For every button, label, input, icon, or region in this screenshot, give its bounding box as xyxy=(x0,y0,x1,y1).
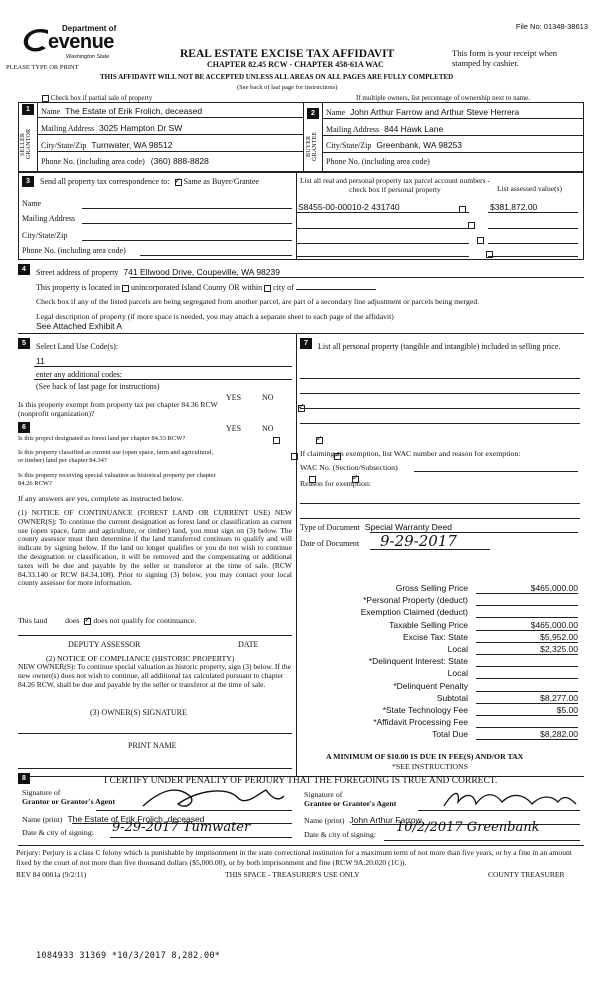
s5-no: NO xyxy=(262,393,274,402)
s5-see-back: (See back of last page for instructions) xyxy=(36,382,160,391)
calc-value[interactable]: $5.00 xyxy=(476,705,578,716)
perjury-notice: Perjury: Perjury is a class C felony which is punishable by imprisonment in the state correctional institution for a maximum term of not more than five years, or by a fine in an amount fixed by the court of not more than five thousand dollars ($5,000.00), or by both imprisonment and fine (RCW 9A.20.020 (1C)). xyxy=(16,848,572,867)
calc-label: Gross Selling Price xyxy=(395,583,468,593)
seller-name-row: Name The Estate of Erik Frolich, deceased xyxy=(41,106,203,116)
grantor-date-row: Date & city of signing: xyxy=(22,828,94,837)
seller-name[interactable]: The Estate of Erik Frolich, deceased xyxy=(65,106,203,116)
deputy-assessor: DEPUTY ASSESSOR xyxy=(68,640,141,649)
logo-word: evenue xyxy=(48,31,114,53)
buyer-name[interactable]: John Arthur Farrow and Arthur Steve Herrera xyxy=(350,107,520,117)
current-use-yes-checkbox[interactable] xyxy=(291,453,298,460)
calc-value[interactable] xyxy=(476,607,578,618)
exempt-question: Is this property exempt from property tax per chapter 84.36 RCW (nonprofit organization)? xyxy=(18,400,218,418)
logo-state: Washington State xyxy=(66,54,110,60)
grantee-sig-label: Signature of Grantee or Grantee's Agent xyxy=(304,790,397,808)
calc-label: Excise Tax: State xyxy=(402,631,468,642)
doc-date-label: Date of Document xyxy=(300,539,360,548)
logo-dept: Department of xyxy=(62,24,117,33)
any-yes-note: If any answers are yes, complete as instructed below. xyxy=(18,494,184,503)
calc-label: Exemption Claimed (deduct) xyxy=(360,607,468,618)
partial-sale: Check box if partial sale of property xyxy=(42,94,152,102)
partial-sale-checkbox[interactable] xyxy=(42,95,49,102)
receipt-note: This form is your receipt when stamped by cashier. xyxy=(452,48,558,68)
grantee-date-city[interactable]: 10/2/2017 Greenbank xyxy=(396,820,540,835)
seller-phone-row: Phone No. (including area code) (360) 888-8828 xyxy=(41,156,209,166)
assessed-value[interactable]: $381,872.00 xyxy=(490,202,538,212)
revenue-logo xyxy=(14,22,124,64)
please-type: PLEASE TYPE OR PRINT xyxy=(6,64,79,71)
unincorporated-checkbox[interactable] xyxy=(122,285,129,292)
city-checkbox[interactable] xyxy=(264,285,271,292)
calc-label: Local xyxy=(447,668,468,679)
buyer-name-row: Name John Arthur Farrow and Arthur Steve Herrera xyxy=(326,107,520,117)
buyer-phone-row: Phone No. (including area code) xyxy=(326,157,430,166)
calc-value[interactable]: $465,000.00 xyxy=(476,583,578,594)
seller-side-label: SELLER GRANTOR xyxy=(20,128,32,160)
section-2-badge: 2 xyxy=(307,108,319,119)
forest-no-checkbox[interactable] xyxy=(316,437,323,444)
calc-value[interactable] xyxy=(476,595,578,606)
personal-property-checkbox-4[interactable] xyxy=(486,251,493,258)
grantor-print-name[interactable]: The Estate of Erik Frolich, deceased xyxy=(67,814,205,824)
calc-value[interactable]: $5,952.00 xyxy=(476,632,578,643)
land-use-code[interactable]: 11 xyxy=(36,356,45,366)
s6-yes: YES xyxy=(226,424,242,433)
doc-type[interactable]: Special Warranty Deed xyxy=(364,522,452,532)
print-name: PRINT NAME xyxy=(128,741,177,750)
legal-desc-label: Legal description of property (if more space is needed, you may attach a separate sheet to each page of the affidavit) xyxy=(36,312,394,321)
exemption-label: If claiming an exemption, list WAC number and reason for exemption: xyxy=(300,449,521,458)
send-correspondence: Send all property tax correspondence to: ✓ Same as Buyer/Grantee xyxy=(40,177,259,186)
owner-signature: (3) OWNER(S) SIGNATURE xyxy=(90,708,187,717)
current-use-question: Is this property classified as current use (open space, farm and agricultural, or timber) land per chapter 84.34? xyxy=(18,449,214,464)
notice-continuance: (1) NOTICE OF CONTINUANCE (FOREST LAND OR CURRENT USE) NEW OWNER(S): To continue the current designation as forest land or classification as current use (open space, farm and agriculture, or timber) land, you must sign on (3) below. The county assessor must then determine if the land transferred continues to qualify and will indicate by signing below. If the land no longer qualifies or you do not wish to continue the designation or classification, it will be removed and the compensating or additional taxes will be due and payable by the seller or transferor at the time of sale. (RCW 84.33.140 or RCW 84.34.108). Prior to signing (3) below, you may contact your local county assessor for more information. xyxy=(18,508,292,588)
calc-value[interactable]: $8,282.00 xyxy=(476,729,578,740)
s3-phone-label: Phone No. (including area code) xyxy=(22,246,126,255)
calc-label: *Personal Property (deduct) xyxy=(363,595,468,606)
section-5-badge: 5 xyxy=(18,338,30,349)
calc-value[interactable] xyxy=(476,681,578,692)
section-3-badge: 3 xyxy=(22,176,34,187)
buyer-city[interactable]: Greenbank, WA 98253 xyxy=(376,140,463,150)
land-use-label: Select Land Use Code(s): xyxy=(36,342,118,351)
seller-city[interactable]: Turnwater, WA 98512 xyxy=(91,140,173,150)
street-address[interactable]: 741 Ellwood Drive, Coupeville, WA 98239 xyxy=(123,267,280,277)
located-row: This property is located in unincorporated Island County OR within city of xyxy=(36,283,376,292)
seller-city-row: City/State/Zip Turnwater, WA 98512 xyxy=(41,140,173,150)
s3-name-label: Name xyxy=(22,199,42,208)
calc-label: Local xyxy=(447,644,468,654)
wac-label: WAC No. (Section/Subsection) xyxy=(300,463,398,472)
grantee-date-row: Date & city of signing: xyxy=(304,830,376,839)
grantee-print-name[interactable]: John Arthur Farrow xyxy=(349,815,422,825)
warning-text: THIS AFFIDAVIT WILL NOT BE ACCEPTED UNLESS ALL AREAS ON ALL PAGES ARE FULLY COMPLETED xyxy=(100,73,454,81)
grantor-date-city[interactable]: 9-29-2017 Tumwater xyxy=(112,820,251,835)
grantor-signature[interactable] xyxy=(138,784,288,812)
grantee-name-row: Name (print) John Arthur Farrow xyxy=(304,815,422,825)
legal-description[interactable]: See Attached Exhibit A xyxy=(36,321,123,331)
calc-label: *Delinquent Penalty xyxy=(393,680,468,691)
notice-compliance: NEW OWNER(S): To continue special valuation as historic property, sign (3) below. If the new owner(s) does not wish to continue, all additional tax calculated pursuant to chapter 84.26 RCW, shall be due and payable by the seller or transferor at the time of sale. xyxy=(18,662,291,689)
s6-no: NO xyxy=(262,424,274,433)
section-6-badge: 6 xyxy=(18,422,30,433)
personal-property-checkbox-2[interactable] xyxy=(468,222,475,229)
calc-value[interactable] xyxy=(476,668,578,679)
doc-type-row: Type of Document Special Warranty Deed xyxy=(300,522,452,532)
minimum-due: A MINIMUM OF $10.00 IS DUE IN FEE(S) AND/OR TAX xyxy=(326,752,524,761)
continuance-row: This land does ✓ does not qualify for continuance. xyxy=(18,616,196,625)
multi-owner-note: If multiple owners, list percentage of ownership next to name. xyxy=(356,94,530,102)
same-as-buyer-checkbox[interactable] xyxy=(175,179,182,186)
s3-addr-label: Mailing Address xyxy=(22,214,76,223)
s5-yes: YES xyxy=(226,393,242,402)
assessed-label: List assessed value(s) xyxy=(497,184,562,193)
grantor-sig-label: Signature of Grantor or Grantor's Agent xyxy=(22,788,116,806)
forest-question: Is this project designated as forest land per chapter 84.33 RCW? xyxy=(18,435,186,442)
parcel-list-label: List all real and personal property tax parcel account numbers - check box if personal property xyxy=(300,176,490,194)
buyer-address[interactable]: 844 Hawk Lane xyxy=(384,124,444,134)
personal-property-label: List all personal property (tangible and intangible) included in selling price. xyxy=(318,342,561,351)
calc-value[interactable] xyxy=(476,717,578,728)
calc-label: Taxable Selling Price xyxy=(389,619,468,630)
historic-question: Is this property receiving special valuation as historical property per chapter 84.26 RCW? xyxy=(18,472,216,487)
personal-property-checkbox-1[interactable] xyxy=(459,206,466,213)
receipt-stamp: 1084933 31369 *10/3/2017 8,282.00* xyxy=(36,951,221,961)
footer-rev: REV 84 0001a (9/2/11) xyxy=(16,870,87,879)
section-7-badge: 7 xyxy=(300,338,312,349)
calc-label: *State Technology Fee xyxy=(382,705,468,715)
form-title: REAL ESTATE EXCISE TAX AFFIDAVIT xyxy=(180,48,395,60)
additional-codes: enter any additional codes: xyxy=(36,370,122,379)
buyer-addr-row: Mailing Address 844 Hawk Lane xyxy=(326,124,444,134)
seller-address[interactable]: 3025 Hampton Dr SW xyxy=(99,123,183,133)
section-1-badge: 1 xyxy=(22,104,34,115)
notice-compliance-title: (2) NOTICE OF COMPLIANCE (HISTORIC PROPERTY) xyxy=(46,654,235,663)
forest-yes-checkbox[interactable] xyxy=(273,437,280,444)
personal-property-checkbox-3[interactable] xyxy=(477,237,484,244)
street-address-row: Street address of property 741 Ellwood Drive, Coupeville, WA 98239 xyxy=(36,267,280,277)
section-4-badge: 4 xyxy=(18,264,30,275)
buyer-city-row: City/State/Zip Greenbank, WA 98253 xyxy=(326,140,463,150)
buyer-side-label: BUYER GRANTEE xyxy=(306,131,318,161)
calc-value[interactable]: $8,277.00 xyxy=(476,693,578,704)
footer-county: COUNTY TREASURER xyxy=(488,870,565,879)
seller-addr-row: Mailing Address 3025 Hampton Dr SW xyxy=(41,123,183,133)
file-number: File No: 01348-38613 xyxy=(515,22,588,31)
calc-value[interactable] xyxy=(476,656,578,667)
reason-label: Reason for exemption: xyxy=(300,479,372,488)
deputy-date: DATE xyxy=(238,640,259,649)
see-back-header: (See back of last page for instructions) xyxy=(237,84,338,91)
form-subtitle: CHAPTER 82.45 RCW - CHAPTER 458-61A WAC xyxy=(207,60,384,69)
calc-label: Total Due xyxy=(432,729,468,740)
calc-label: Subtotal xyxy=(436,692,468,703)
calc-value[interactable]: $465,000.00 xyxy=(476,620,578,631)
grantor-name-row: Name (print) The Estate of Erik Frolich, deceased xyxy=(22,814,205,824)
section-8-badge: 8 xyxy=(18,773,30,784)
segregated-row: Check box if any of the listed parcels are being segregated from another parcel, are part of a secondary line adjustment or parcels being merged. xyxy=(36,297,479,306)
see-instructions: *SEE INSTRUCTIONS xyxy=(392,762,469,771)
seller-phone[interactable]: (360) 888-8828 xyxy=(150,156,209,166)
calc-value[interactable]: $2,325.00 xyxy=(476,644,578,655)
s3-city-label: City/State/Zip xyxy=(22,231,68,240)
certify-statement: I CERTIFY UNDER PENALTY OF PERJURY THAT THE FOREGOING IS TRUE AND CORRECT. xyxy=(104,776,498,786)
doc-date[interactable]: 9-29-2017 xyxy=(380,532,457,550)
footer-treasurer: THIS SPACE - TREASURER'S USE ONLY xyxy=(225,870,360,879)
calc-label: *Delinquent Interest: State xyxy=(368,656,468,667)
calc-label: *Affidavit Processing Fee xyxy=(373,717,468,728)
parcel-number[interactable]: S8455-00-00010-2 431740 xyxy=(298,202,400,212)
does-not-qualify-checkbox[interactable] xyxy=(84,618,91,625)
